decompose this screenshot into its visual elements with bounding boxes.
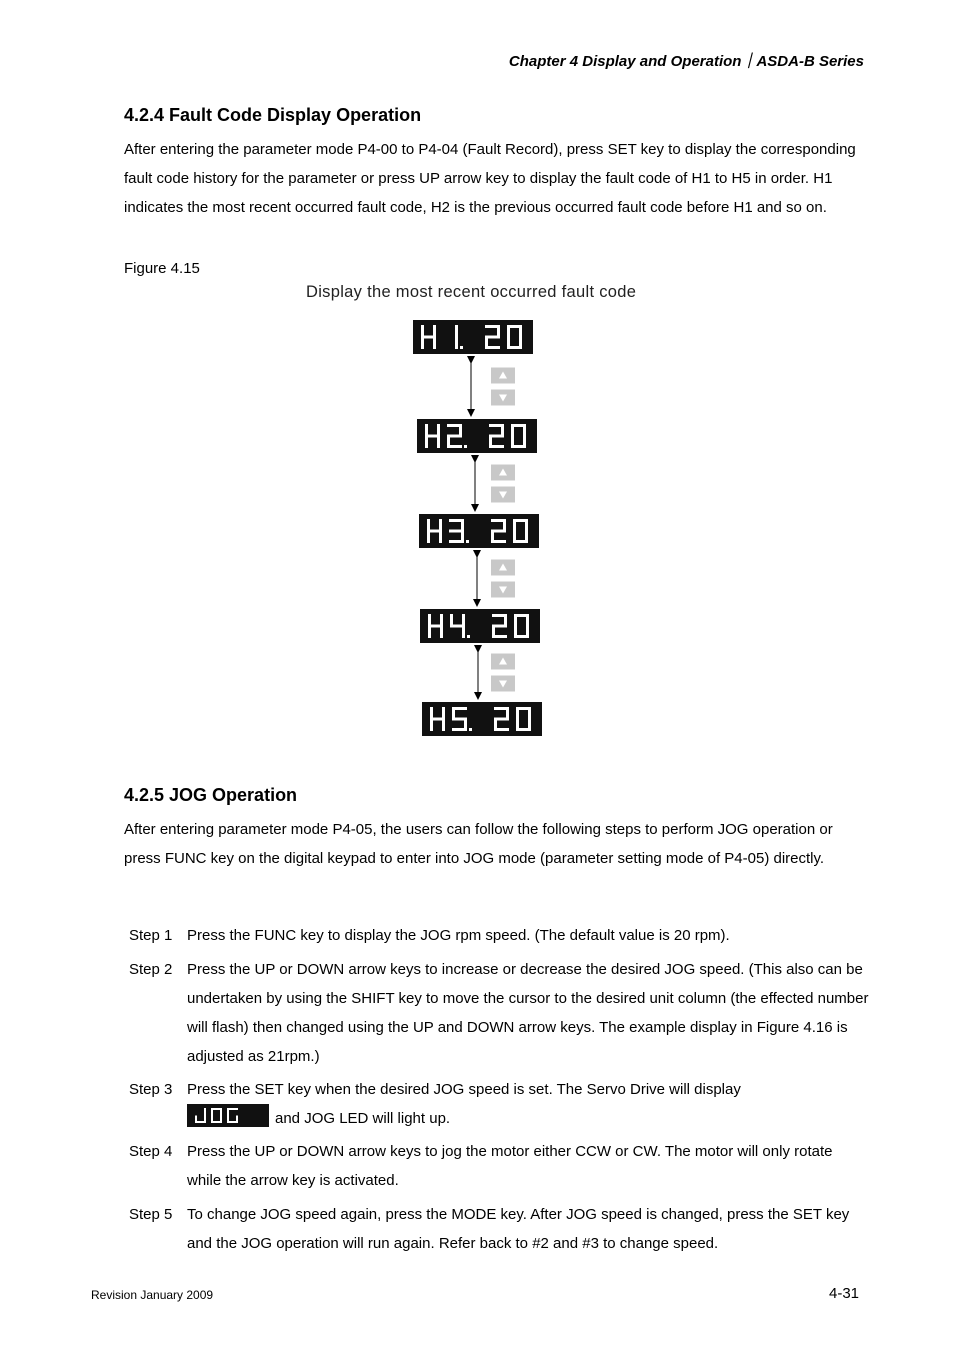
up-arrow-key-icon [491, 368, 515, 384]
section-heading-fault-code: 4.2.4 Fault Code Display Operation [124, 105, 422, 125]
fault-code-display-1 [413, 320, 533, 354]
figure-label: Figure 4.15 [124, 260, 200, 277]
step-label: Step 5 [129, 1206, 173, 1223]
down-arrow-key-icon [491, 676, 515, 692]
footer-page-number: 4-31 [829, 1285, 860, 1302]
step-text: To change JOG speed again, press the MODE key. After JOG speed is changed, press the SET key and the JOG operation will run again. Refer back to #2 and #3 to change speed. [187, 1206, 850, 1252]
down-arrow-key-icon [491, 487, 515, 503]
step-text: Press the UP or DOWN arrow keys to increase or decrease the desired JOG speed. (This also can be undertaken by using the SHIFT key to move the cursor to the desired unit column (the effected number will flash) then changed using the UP and DOWN arrow keys. The example display in Figure 4.16 is adjusted as 21rpm.) [187, 961, 869, 1065]
step-label: Step 1 [129, 927, 173, 944]
step-3-text-b: and JOG LED will light up. [275, 1110, 451, 1127]
footer-revision: Revision January 2009 [91, 1288, 214, 1302]
section-body-jog: After entering parameter mode P4-05, the users can follow the following steps to perform JOG operation or press FUNC key on the digital keypad to enter into JOG mode (parameter setting mode of P4-05) directly. [124, 821, 833, 867]
fault-code-display-5 [422, 702, 542, 736]
up-arrow-key-icon [491, 465, 515, 481]
step-label: Step 3 [129, 1081, 173, 1098]
jog-display-icon [187, 1104, 269, 1127]
figure-title: Display the most recent occurred fault code [306, 283, 637, 301]
down-arrow-key-icon [491, 390, 515, 406]
step-text: Press the UP or DOWN arrow keys to jog the motor either CCW or CW. The motor will only rotate while the arrow key is activated. [187, 1143, 833, 1189]
fault-code-display-2 [417, 419, 537, 453]
section-heading-jog: 4.2.5 JOG Operation [124, 785, 298, 805]
step-label: Step 4 [129, 1143, 173, 1160]
section-body-fault-code: After entering the parameter mode P4-00 to P4-04 (Fault Record), press SET key to display the corresponding fault code history for the parameter or press UP arrow key to display the fault code of H1 to H5 in order. H1 indicates the most recent occurred fault code, H2 is the previous occurred fault code before H1 and so on. [124, 141, 856, 216]
step-text [187, 1075, 869, 1133]
down-arrow-key-icon [491, 582, 515, 598]
step-text: Press the FUNC key to display the JOG rpm speed. (The default value is 20 rpm). [187, 927, 730, 944]
fault-code-display-4 [420, 609, 540, 643]
fault-code-display-3 [419, 514, 539, 548]
step-3-text-a: Press the SET key when the desired JOG speed is set. The Servo Drive will display [187, 1081, 741, 1098]
step-label: Step 2 [129, 961, 173, 978]
running-header: Chapter 4 Display and Operation｜ASDA-B Series [508, 53, 864, 70]
up-arrow-key-icon [491, 560, 515, 576]
up-arrow-key-icon [491, 654, 515, 670]
